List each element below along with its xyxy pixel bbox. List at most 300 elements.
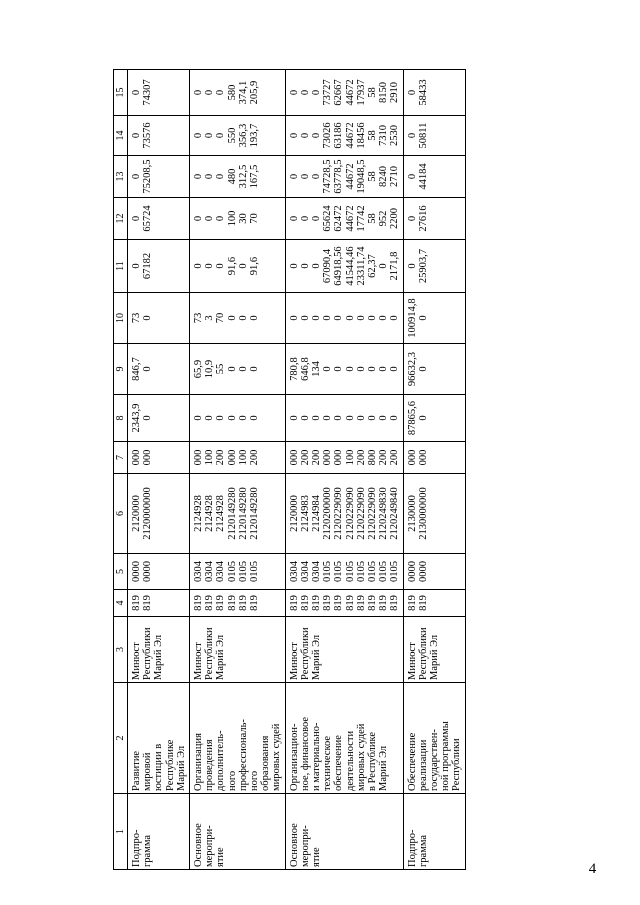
cell-line: 2120229090 bbox=[344, 487, 356, 540]
cell-type bbox=[285, 794, 403, 870]
cell-line: ного bbox=[249, 770, 261, 791]
cell-c11 bbox=[190, 240, 286, 293]
cell-line: в Республике bbox=[367, 731, 379, 791]
cell-c7 bbox=[128, 442, 190, 474]
cell-line: 2120229090 bbox=[367, 487, 379, 540]
cell-type bbox=[403, 794, 465, 870]
cell-org bbox=[190, 617, 286, 683]
cell-line: проведения bbox=[204, 739, 216, 791]
cell-line: 193,7 bbox=[249, 123, 261, 148]
cell-line: меропри- bbox=[204, 825, 216, 867]
cell-line: 000 bbox=[417, 449, 429, 466]
cell-line: и материально- bbox=[311, 722, 323, 791]
cell-line: 2120000 bbox=[288, 495, 300, 532]
cell-line: 65624 bbox=[322, 205, 334, 232]
cell-line: 100 bbox=[226, 210, 238, 227]
cell-line: 800 bbox=[367, 449, 379, 466]
cell-line: 0 bbox=[131, 263, 142, 269]
cell-line: 0 bbox=[367, 415, 379, 421]
cell-line: 0 bbox=[237, 415, 249, 421]
cell-line: ное, финансовое bbox=[299, 716, 311, 791]
cell-line: 0304 bbox=[215, 561, 227, 582]
cell-line: 0 bbox=[389, 315, 401, 321]
cell-line: 0105 bbox=[344, 561, 356, 582]
cell-line: 0105 bbox=[355, 561, 367, 582]
cell-c12 bbox=[285, 198, 403, 240]
cell-line: юстиции в bbox=[153, 743, 165, 791]
cell-line: 819 bbox=[142, 595, 154, 611]
cell-line: 2710 bbox=[389, 166, 401, 187]
cell-c11 bbox=[285, 240, 403, 293]
cell-line: обеспечение bbox=[333, 735, 345, 791]
cell-line: 374,1 bbox=[237, 80, 249, 105]
cell-line: ятие bbox=[215, 847, 227, 867]
cell-c10 bbox=[403, 293, 465, 344]
cell-line: 73 bbox=[131, 312, 142, 324]
cell-line: 0304 bbox=[299, 561, 311, 582]
cell-line: 0 bbox=[249, 315, 261, 321]
cell-line: 17937 bbox=[355, 79, 367, 106]
cell-line: 62,37 bbox=[367, 254, 379, 278]
cell-line: 819 bbox=[417, 595, 429, 611]
cell-line: 0105 bbox=[237, 561, 249, 582]
cell-line: 8150 bbox=[378, 82, 390, 103]
cell-line: 91,6 bbox=[226, 256, 238, 276]
column-header-3: 3 bbox=[114, 617, 128, 683]
cell-line: 0 bbox=[311, 263, 323, 269]
cell-line: Республики bbox=[204, 627, 216, 680]
table-row bbox=[285, 70, 403, 870]
cell-line: мировых судей bbox=[355, 723, 367, 791]
cell-line: 2120200000 bbox=[322, 487, 334, 540]
cell-line: Марий Эл bbox=[175, 745, 187, 791]
cell-line: Республики bbox=[417, 627, 429, 680]
column-header-13: 13 bbox=[114, 156, 128, 198]
cell-line: 000 bbox=[406, 449, 418, 466]
cell-c13 bbox=[128, 156, 190, 198]
cell-line: 0 bbox=[215, 89, 227, 96]
cell-line: 134 bbox=[311, 361, 323, 377]
cell-line: 17742 bbox=[355, 205, 367, 232]
cell-line: 819 bbox=[288, 595, 300, 611]
cell-line: 819 bbox=[299, 595, 311, 611]
cell-line: Минюст bbox=[288, 642, 300, 680]
cell-line: 846,7 bbox=[131, 357, 142, 381]
cell-c10 bbox=[128, 293, 190, 344]
cell-line: 780,8 bbox=[288, 357, 300, 381]
cell-line: 87865,6 bbox=[406, 400, 418, 436]
cell-line: 41544,46 bbox=[344, 246, 356, 286]
cell-line: 44672 bbox=[344, 79, 356, 106]
cell-line: 0 bbox=[215, 415, 227, 421]
cell-line: 819 bbox=[322, 595, 334, 611]
cell-line: 550 bbox=[226, 127, 238, 144]
cell-line: 0 bbox=[237, 263, 249, 269]
cell-line: 000 bbox=[322, 449, 334, 466]
cell-line: 000 bbox=[226, 449, 238, 466]
cell-line: 000 bbox=[142, 449, 154, 466]
cell-line: 0 bbox=[355, 315, 367, 321]
cell-line: 7310 bbox=[378, 125, 390, 146]
cell-line: 0 bbox=[299, 173, 311, 180]
cell-line: 0 bbox=[288, 173, 300, 180]
cell-c14 bbox=[128, 116, 190, 156]
cell-line: 0 bbox=[355, 366, 367, 372]
cell-line: мировой bbox=[142, 752, 154, 791]
cell-line: Организацион- bbox=[288, 723, 300, 791]
cell-line: 0105 bbox=[333, 561, 345, 582]
cell-line: техническое bbox=[322, 735, 334, 791]
cell-line: 74728,5 bbox=[322, 159, 334, 194]
cell-line: 0 bbox=[288, 215, 300, 222]
cell-line: 0105 bbox=[226, 561, 238, 582]
cell-line: ной программы bbox=[440, 721, 452, 791]
cell-c9 bbox=[128, 344, 190, 395]
cell-line: 2120249840 bbox=[389, 487, 401, 540]
cell-line: 0304 bbox=[204, 561, 216, 582]
column-header-5: 5 bbox=[114, 554, 128, 590]
cell-line: 0 bbox=[417, 366, 429, 372]
cell-line: 44672 bbox=[344, 163, 356, 190]
header-row bbox=[114, 70, 128, 870]
cell-line: 62667 bbox=[333, 79, 345, 106]
cell-line: 2910 bbox=[389, 82, 401, 103]
cell-line: 0304 bbox=[288, 561, 300, 582]
cell-line: 100 bbox=[237, 449, 249, 466]
cell-line: профессиональ- bbox=[237, 719, 249, 791]
cell-line: 65724 bbox=[142, 205, 154, 232]
cell-line: 819 bbox=[378, 595, 390, 611]
cell-line: 2171,8 bbox=[389, 251, 401, 281]
cell-line: 2120229090 bbox=[355, 487, 367, 540]
column-header-2: 2 bbox=[114, 683, 128, 794]
cell-line: 2120000 bbox=[131, 495, 142, 532]
cell-line: 3 bbox=[204, 315, 216, 321]
cell-line: 819 bbox=[204, 595, 216, 611]
cell-line: 200 bbox=[355, 449, 367, 466]
cell-c13 bbox=[285, 156, 403, 198]
cell-line: 819 bbox=[131, 595, 142, 611]
cell-c14 bbox=[403, 116, 465, 156]
cell-name bbox=[128, 683, 190, 794]
column-header-12: 12 bbox=[114, 198, 128, 240]
column-header-11: 11 bbox=[114, 240, 128, 293]
cell-line: 0 bbox=[311, 415, 323, 421]
cell-line: 0 bbox=[288, 315, 300, 321]
column-header-4: 4 bbox=[114, 590, 128, 617]
cell-c4 bbox=[285, 590, 403, 617]
cell-line: 58 bbox=[367, 171, 379, 182]
cell-line: 2124983 bbox=[299, 495, 311, 532]
cell-c11 bbox=[403, 240, 465, 293]
cell-line: Республике bbox=[164, 739, 176, 791]
cell-line: Марий Эл bbox=[215, 634, 227, 680]
cell-line: 0 bbox=[311, 173, 323, 180]
cell-line: 0304 bbox=[193, 561, 205, 582]
table-row bbox=[190, 70, 286, 870]
cell-line: 0 bbox=[249, 415, 261, 421]
cell-org bbox=[285, 617, 403, 683]
cell-line: Организация bbox=[193, 733, 205, 791]
cell-line: 0 bbox=[355, 415, 367, 421]
cell-line: 0 bbox=[389, 366, 401, 372]
cell-line: Основное bbox=[193, 823, 205, 867]
cell-line: 000 bbox=[193, 449, 205, 466]
column-header-9: 9 bbox=[114, 344, 128, 395]
cell-line: 0 bbox=[406, 89, 418, 96]
cell-line: 2124928 bbox=[204, 495, 216, 532]
cell-line: 0 bbox=[237, 366, 249, 372]
cell-line: 0 bbox=[204, 263, 216, 269]
cell-line: 19048,5 bbox=[355, 159, 367, 194]
cell-line: 2120149280 bbox=[249, 487, 261, 540]
cell-line: Марий Эл bbox=[378, 745, 390, 791]
cell-line: Марий Эл bbox=[311, 634, 323, 680]
cell-line: 0 bbox=[299, 132, 311, 139]
cell-line: 50811 bbox=[417, 122, 429, 149]
cell-line: 0 bbox=[204, 215, 216, 222]
cell-line: 2130000 bbox=[406, 495, 418, 532]
cell-line: 0 bbox=[406, 173, 418, 180]
cell-line: 819 bbox=[333, 595, 345, 611]
cell-line: 2120149280 bbox=[237, 487, 249, 540]
cell-line: 000 bbox=[333, 449, 345, 466]
cell-line: грамма bbox=[417, 834, 429, 867]
cell-c12 bbox=[128, 198, 190, 240]
cell-c6 bbox=[128, 474, 190, 554]
cell-line: 819 bbox=[249, 595, 261, 611]
cell-line: 0 bbox=[204, 415, 216, 421]
cell-line: 0 bbox=[311, 89, 323, 96]
cell-line: 0 bbox=[204, 89, 216, 96]
cell-c8 bbox=[128, 395, 190, 442]
column-header-1: 1 bbox=[114, 794, 128, 870]
cell-line: 100914,8 bbox=[406, 298, 418, 338]
cell-line: 0 bbox=[322, 366, 334, 372]
cell-line: 646,8 bbox=[299, 357, 311, 381]
cell-line: 0304 bbox=[311, 561, 323, 582]
cell-c4 bbox=[403, 590, 465, 617]
cell-line: 91,6 bbox=[249, 256, 261, 276]
cell-c12 bbox=[190, 198, 286, 240]
cell-line: 65,9 bbox=[193, 359, 205, 379]
cell-line: 0 bbox=[142, 366, 154, 372]
cell-line: 58433 bbox=[417, 79, 429, 106]
cell-line: 819 bbox=[193, 595, 205, 611]
cell-line: 0 bbox=[344, 366, 356, 372]
cell-line: 0 bbox=[131, 132, 142, 139]
cell-line: 27616 bbox=[417, 205, 429, 232]
cell-c6 bbox=[190, 474, 286, 554]
cell-type bbox=[190, 794, 286, 870]
cell-c7 bbox=[285, 442, 403, 474]
cell-line: Развитие bbox=[131, 750, 142, 791]
cell-c5 bbox=[285, 554, 403, 590]
cell-c6 bbox=[403, 474, 465, 554]
cell-line: государствен- bbox=[429, 729, 441, 791]
cell-line: ного bbox=[226, 770, 238, 791]
cell-line: 0 bbox=[311, 315, 323, 321]
cell-line: 8240 bbox=[378, 166, 390, 187]
cell-line: 200 bbox=[378, 449, 390, 466]
cell-line: 0 bbox=[378, 415, 390, 421]
cell-line: 70 bbox=[215, 312, 227, 324]
cell-line: 0 bbox=[378, 315, 390, 321]
cell-line: 580 bbox=[226, 84, 238, 101]
column-header-7: 7 bbox=[114, 442, 128, 474]
cell-line: 0 bbox=[344, 415, 356, 421]
cell-line: 62472 bbox=[333, 205, 345, 232]
cell-c13 bbox=[190, 156, 286, 198]
cell-line: 18456 bbox=[355, 122, 367, 149]
cell-line: образования bbox=[260, 735, 272, 791]
cell-line: Основное bbox=[288, 823, 300, 867]
cell-line: 73 bbox=[193, 312, 205, 324]
cell-line: 0 bbox=[215, 263, 227, 269]
cell-line: 0000 bbox=[131, 561, 142, 582]
cell-line: 67090,4 bbox=[322, 248, 334, 284]
table-row bbox=[403, 70, 465, 870]
cell-line: Обеспечение bbox=[406, 732, 418, 791]
cell-line: 74307 bbox=[142, 79, 154, 106]
cell-line: 0105 bbox=[322, 561, 334, 582]
cell-line: 58 bbox=[367, 87, 379, 98]
cell-line: 0 bbox=[193, 415, 205, 421]
cell-line: 0105 bbox=[367, 561, 379, 582]
cell-line: 23311,74 bbox=[355, 246, 367, 286]
cell-line: 0 bbox=[333, 366, 345, 372]
cell-c4 bbox=[128, 590, 190, 617]
cell-line: 2120000000 bbox=[142, 487, 154, 540]
cell-line: 2124984 bbox=[311, 495, 323, 532]
cell-c14 bbox=[190, 116, 286, 156]
column-header-14: 14 bbox=[114, 116, 128, 156]
cell-c9 bbox=[403, 344, 465, 395]
cell-line: 2120249830 bbox=[378, 487, 390, 540]
column-header-6: 6 bbox=[114, 474, 128, 554]
cell-line: 73026 bbox=[322, 122, 334, 149]
cell-c15 bbox=[190, 70, 286, 116]
cell-c5 bbox=[128, 554, 190, 590]
cell-name bbox=[403, 683, 465, 794]
cell-line: 0 bbox=[215, 132, 227, 139]
cell-line: 0 bbox=[288, 132, 300, 139]
cell-line: 819 bbox=[367, 595, 379, 611]
table-row bbox=[128, 70, 190, 870]
cell-c11 bbox=[128, 240, 190, 293]
cell-line: Минюст bbox=[193, 642, 205, 680]
cell-c10 bbox=[285, 293, 403, 344]
cell-line: 58 bbox=[367, 130, 379, 141]
cell-line: 0 bbox=[378, 366, 390, 372]
cell-line: 44184 bbox=[417, 163, 429, 190]
cell-line: ятие bbox=[311, 847, 323, 867]
column-header-15: 15 bbox=[114, 70, 128, 116]
cell-c8 bbox=[285, 395, 403, 442]
cell-line: 2124928 bbox=[193, 495, 205, 532]
cell-line: 0 bbox=[226, 415, 238, 421]
cell-line: 0 bbox=[406, 215, 418, 222]
cell-line: 0 bbox=[299, 415, 311, 421]
cell-line: 0 bbox=[322, 315, 334, 321]
cell-c8 bbox=[190, 395, 286, 442]
cell-line: 0 bbox=[417, 415, 429, 421]
cell-line: 0 bbox=[131, 89, 142, 96]
cell-line: 0 bbox=[193, 132, 205, 139]
cell-line: 73576 bbox=[142, 122, 154, 149]
cell-line: 67182 bbox=[142, 252, 154, 280]
cell-line: 0 bbox=[193, 215, 205, 222]
cell-line: 0 bbox=[215, 173, 227, 180]
cell-line: 819 bbox=[406, 595, 418, 611]
cell-c5 bbox=[190, 554, 286, 590]
cell-c14 bbox=[285, 116, 403, 156]
cell-line: 819 bbox=[237, 595, 249, 611]
cell-line: 70 bbox=[249, 213, 261, 224]
cell-line: 0 bbox=[193, 263, 205, 269]
cell-line: 2130000000 bbox=[417, 487, 429, 540]
cell-c7 bbox=[190, 442, 286, 474]
cell-c5 bbox=[403, 554, 465, 590]
cell-line: Минюст bbox=[131, 642, 142, 680]
cell-line: 0 bbox=[288, 263, 300, 269]
cell-line: 2120149280 bbox=[226, 487, 238, 540]
cell-c8 bbox=[403, 395, 465, 442]
cell-c9 bbox=[285, 344, 403, 395]
cell-line: 30 bbox=[237, 213, 249, 224]
cell-c9 bbox=[190, 344, 286, 395]
cell-line: 0 bbox=[344, 315, 356, 321]
cell-c6 bbox=[285, 474, 403, 554]
cell-line: 0105 bbox=[389, 561, 401, 582]
cell-line: 0 bbox=[226, 315, 238, 321]
cell-line: 0000 bbox=[417, 561, 429, 582]
cell-line: 0 bbox=[378, 263, 390, 269]
cell-line: 819 bbox=[215, 595, 227, 611]
cell-line: 0 bbox=[333, 315, 345, 321]
cell-line: 0 bbox=[204, 132, 216, 139]
cell-line: 000 bbox=[288, 449, 300, 466]
cell-line: 2200 bbox=[389, 208, 401, 229]
cell-line: 58 bbox=[367, 213, 379, 224]
cell-line: 200 bbox=[249, 449, 261, 466]
cell-line: дополнитель- bbox=[215, 730, 227, 791]
cell-line: 0 bbox=[226, 366, 238, 372]
cell-line: 200 bbox=[389, 449, 401, 466]
cell-line: 167,5 bbox=[249, 164, 261, 189]
cell-line: 0 bbox=[249, 366, 261, 372]
cell-c10 bbox=[190, 293, 286, 344]
cell-line: 0 bbox=[131, 173, 142, 180]
cell-line: 0 bbox=[204, 173, 216, 180]
cell-line: 0 bbox=[417, 315, 429, 321]
cell-line: 819 bbox=[389, 595, 401, 611]
cell-line: 2343,9 bbox=[131, 403, 142, 433]
cell-line: 2530 bbox=[389, 125, 401, 146]
cell-line: 0 bbox=[311, 132, 323, 139]
cell-line: 952 bbox=[378, 210, 390, 227]
cell-line: Минюст bbox=[406, 642, 418, 680]
cell-line: 0 bbox=[299, 315, 311, 321]
cell-line: 200 bbox=[299, 449, 311, 466]
cell-c13 bbox=[403, 156, 465, 198]
cell-line: 356,3 bbox=[237, 123, 249, 148]
cell-line: 2124928 bbox=[215, 495, 227, 532]
cell-line: 75208,5 bbox=[142, 159, 154, 194]
cell-line: 0000 bbox=[142, 561, 154, 582]
cell-c7 bbox=[403, 442, 465, 474]
cell-line: 25903,7 bbox=[417, 248, 429, 284]
